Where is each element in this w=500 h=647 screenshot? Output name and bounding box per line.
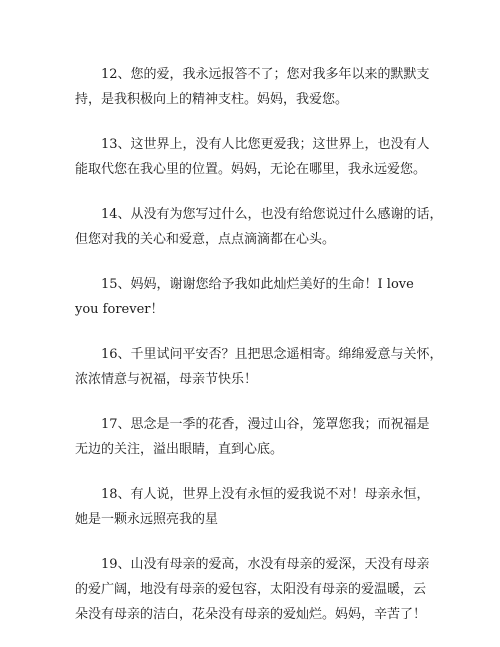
- paragraph-line: 的爱广阔，地没有母亲的爱包容，太阳没有母亲的爱温暖，云: [75, 582, 427, 597]
- document-body: [75, 62, 443, 647]
- paragraph-line: 她是一颗永远照亮我的星: [75, 512, 219, 527]
- paragraph-line: 19、山没有母亲的爱高，水没有母亲的爱深，天没有母亲: [101, 557, 430, 572]
- paragraph-line: 16、千里试问平安否？且把思念遥相寄。绵绵爱意与关怀，: [101, 347, 443, 362]
- paragraph-line: 12、您的爱，我永远报答不了；您对我多年以来的默默支: [101, 67, 430, 82]
- paragraph-line: 能取代您在我心里的位置。妈妈，无论在哪里，我永远爱您。: [75, 162, 427, 177]
- paragraph-line: 17、思念是一季的花香，漫过山谷，笼罩您我；而祝福是: [101, 417, 430, 432]
- paragraph-19: [75, 552, 430, 627]
- paragraph-line: 朵没有母亲的洁白，花朵没有母亲的爱灿烂。妈妈，辛苦了！: [75, 607, 427, 622]
- paragraph-16: [75, 342, 443, 392]
- paragraph-17: [75, 412, 430, 462]
- paragraph-line: 但您对我的关心和爱意，点点滴滴都在心头。: [75, 232, 336, 247]
- paragraph-15: [75, 272, 427, 322]
- paragraph-line: 14、从没有为您写过什么，也没有给您说过什么感谢的话，: [101, 207, 443, 222]
- paragraph-line: 15、妈妈，谢谢您给予我如此灿烂美好的生命！I love: [101, 277, 414, 292]
- paragraph-14: [75, 202, 443, 252]
- paragraph-line: you forever！: [75, 302, 164, 317]
- paragraph-line: 浓浓情意与祝福，母亲节快乐！: [75, 372, 258, 387]
- paragraph-line: 18、有人说，世界上没有永恒的爱我说不对！母亲永恒，: [101, 487, 430, 502]
- paragraph-13: [75, 132, 430, 182]
- paragraph-line: 持，是我积极向上的精神支柱。妈妈，我爱您。: [75, 92, 349, 107]
- paragraph-18: [75, 482, 430, 532]
- paragraph-12: [75, 62, 430, 112]
- paragraph-line: 无边的关注，溢出眼睛，直到心底。: [75, 442, 284, 457]
- paragraph-line: 13、这世界上，没有人比您更爱我；这世界上，也没有人: [101, 137, 430, 152]
